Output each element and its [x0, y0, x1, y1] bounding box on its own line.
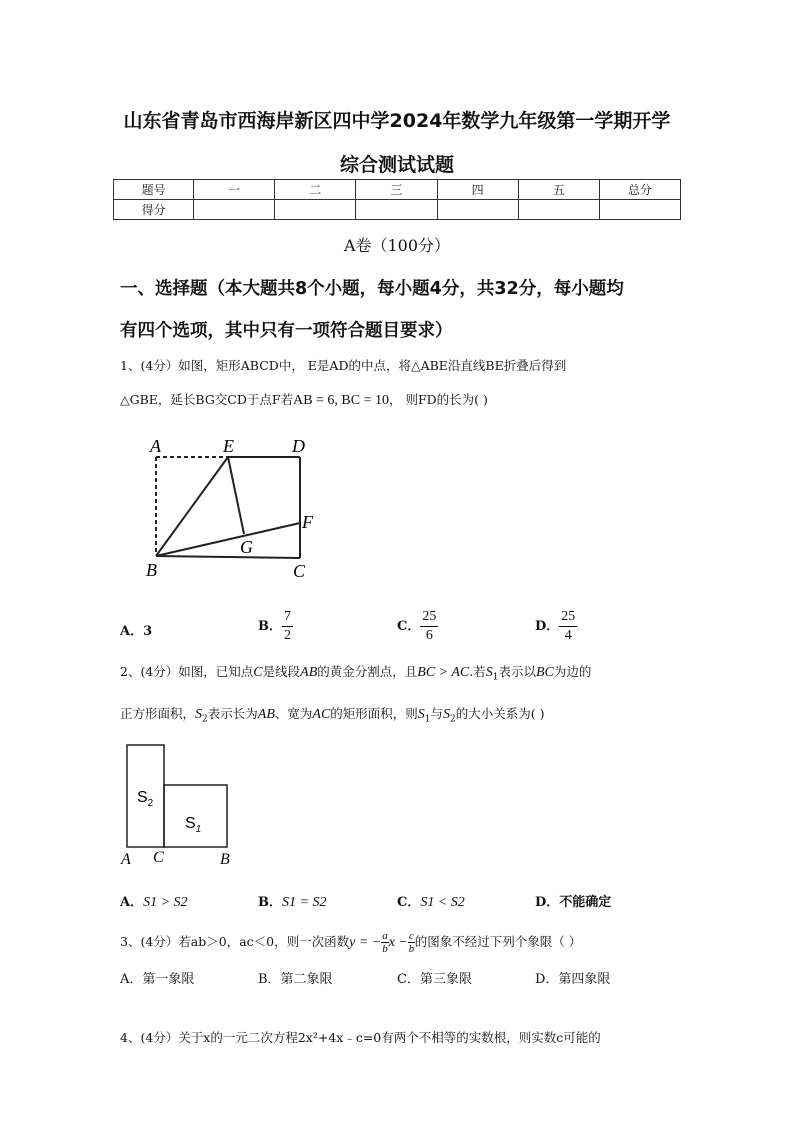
q2-text: .若	[469, 664, 486, 679]
q1-label-b: B	[146, 560, 157, 580]
q1-option-d-label: D．	[535, 619, 560, 634]
q2-math-s: S	[485, 665, 493, 680]
score-header-cell: 二	[275, 180, 356, 200]
score-table-score-row	[114, 200, 681, 220]
q3-text-b: 的图象不经过下列个象限（ ）	[414, 934, 582, 949]
q2-math-ab: AB	[257, 707, 275, 722]
q2-option-c-expr: S1 < S2	[420, 895, 465, 910]
q3-option-a[interactable]: A．第一象限	[120, 972, 195, 987]
fraction-numerator: c	[408, 930, 414, 942]
q1-option-a[interactable]	[120, 620, 152, 639]
q1-label-f: F	[302, 512, 313, 532]
q1-label-a: A	[150, 436, 161, 456]
q1-fig-eg	[228, 457, 244, 534]
q3-text-a: 3、(4分）若ab＞0，ac＜0，则一次函数	[120, 934, 350, 949]
q2-text: 为边的	[553, 664, 592, 679]
score-table-header-row	[114, 180, 681, 200]
title-line-1: 山东省青岛市西海岸新区四中学2024年数学九年级第一学期开学	[123, 110, 671, 132]
q2-label-a: A	[121, 851, 131, 868]
q1-option-b-fraction	[282, 608, 293, 645]
q2-label-s2: $S_2$	[137, 789, 154, 809]
q2-math-ab: AB	[300, 665, 318, 680]
q2-text: 表示以	[498, 664, 536, 679]
q2-option-d-text: 不能确定	[559, 895, 612, 910]
q2-option-b[interactable]	[258, 891, 326, 911]
q1-option-c-fraction	[420, 608, 438, 645]
q3-option-d[interactable]: D．第四象限	[535, 972, 611, 987]
score-row-label: 得分	[114, 200, 194, 220]
q1-option-d-fraction	[559, 608, 577, 645]
fraction-numerator: 7	[282, 608, 293, 627]
q2-label-b: B	[220, 851, 230, 868]
q3-fraction-c-b	[408, 930, 415, 955]
q1-line-2	[120, 390, 488, 409]
section-1-line-2: 有四个选项，其中只有一项符合题目要求）	[120, 321, 453, 341]
q1-option-a-label: A．	[120, 624, 144, 639]
q2-option-a-label: A．	[120, 895, 144, 910]
fraction-denominator: 4	[564, 628, 572, 643]
q2-text: 的大小关系为( )	[455, 706, 545, 721]
q2-math-s: S	[417, 707, 425, 722]
fraction-numerator: 25	[420, 608, 438, 627]
q1-option-b[interactable]	[258, 608, 293, 645]
q2-subscript: 2	[202, 714, 208, 725]
q1-option-d[interactable]	[535, 608, 577, 645]
q2-option-d-label: D．	[535, 895, 560, 910]
q3-option-b[interactable]: B．第二象限	[258, 972, 333, 987]
score-header-cell: 三	[356, 180, 437, 200]
q2-math-s: S	[443, 707, 451, 722]
q3-math-y: y = −	[349, 935, 382, 950]
score-header-cell: 一	[194, 180, 275, 200]
fraction-denominator: 2	[284, 628, 291, 643]
q1-figure	[140, 430, 330, 585]
q2-text: 的矩形面积，则	[330, 706, 418, 721]
q2-figure	[115, 740, 250, 870]
q2-text: 2、(4分）如图，已知点	[120, 664, 254, 679]
q2-text: 表示长为	[207, 706, 258, 721]
q2-text: 与	[430, 706, 444, 721]
q2-line-1	[120, 662, 591, 683]
q2-subscript: 2	[450, 714, 456, 725]
q2-option-b-label: B．	[258, 895, 282, 910]
q2-text: 正方形面积，	[120, 706, 196, 721]
q1-label-d: D	[292, 436, 305, 456]
q2-subscript: 1	[424, 714, 431, 725]
section-1-line-1: 一、选择题（本大题共8个小题，每小题4分，共32分，每小题均	[120, 279, 624, 299]
q2-text: 是线段	[262, 664, 301, 679]
q3-option-c[interactable]: C．第三象限	[397, 972, 472, 987]
q1-line-2-text-a: △GBE，延长BG交CD于点F若	[120, 392, 294, 407]
fraction-denominator: 6	[425, 628, 433, 643]
q2-math-ac: AC	[312, 707, 331, 722]
q3-fraction-a-b	[381, 930, 389, 955]
q2-option-d[interactable]	[535, 891, 611, 910]
score-cell[interactable]	[275, 200, 356, 220]
q2-option-b-expr: S1 = S2	[282, 895, 327, 910]
score-cell[interactable]	[356, 200, 437, 220]
q3-line	[120, 930, 581, 955]
q2-option-c[interactable]	[397, 891, 465, 911]
q4-line: 4、(4分）关于x的一元二次方程2x²+4x﹣c=0有两个不相等的实数根，则实数c可能的	[120, 1030, 601, 1045]
fraction-denominator: b	[382, 943, 388, 955]
score-header-cell: 总分	[599, 180, 680, 200]
score-cell[interactable]	[599, 200, 680, 220]
q2-option-c-label: C．	[397, 895, 421, 910]
paper-a-heading: A卷（100分）	[343, 236, 451, 255]
q1-option-b-label: B．	[258, 619, 282, 634]
score-header-cell: 题号	[114, 180, 194, 200]
fraction-numerator: a	[382, 930, 388, 942]
score-cell[interactable]	[437, 200, 518, 220]
q2-math-ineq: BC > AC	[417, 665, 470, 680]
q2-math-s: S	[195, 707, 203, 722]
q1-label-g: G	[240, 537, 253, 557]
q2-subscript: 1	[492, 672, 499, 683]
q1-given-values: AB = 6, BC = 10	[293, 393, 389, 408]
q2-option-a-expr: S1 > S2	[143, 895, 188, 910]
q1-label-c: C	[293, 561, 306, 581]
q2-text: 、宽为	[274, 706, 313, 721]
q2-math-bc: BC	[536, 665, 554, 680]
score-header-cell: 五	[518, 180, 599, 200]
q2-math-c: C	[253, 665, 263, 680]
score-cell[interactable]	[518, 200, 599, 220]
fraction-numerator: 25	[559, 608, 577, 627]
q2-text: 的黄金分割点，且	[317, 664, 418, 679]
fraction-denominator: b	[408, 943, 415, 955]
score-header-cell: 四	[437, 180, 518, 200]
q1-line-2-text-b: ， 则FD的长为( )	[389, 392, 488, 407]
q1-option-a-value: 3	[143, 624, 153, 639]
q1-label-e: E	[223, 436, 234, 456]
q2-label-s1: $S_1$	[185, 815, 202, 835]
q2-option-a[interactable]	[120, 891, 188, 911]
q1-line-1: 1、(4分）如图，矩形ABCD中， E是AD的中点，将△ABE沿直线BE折叠后得到	[120, 358, 567, 373]
score-cell[interactable]	[194, 200, 275, 220]
title-line-2: 综合测试试题	[339, 154, 454, 176]
q1-option-c-label: C．	[397, 619, 421, 634]
q3-math-x: x −	[388, 935, 408, 950]
q1-option-c[interactable]	[397, 608, 438, 645]
score-table	[113, 179, 681, 220]
q2-line-2	[120, 704, 545, 725]
q2-label-c: C	[153, 849, 164, 866]
q1-fig-bc	[156, 556, 300, 558]
